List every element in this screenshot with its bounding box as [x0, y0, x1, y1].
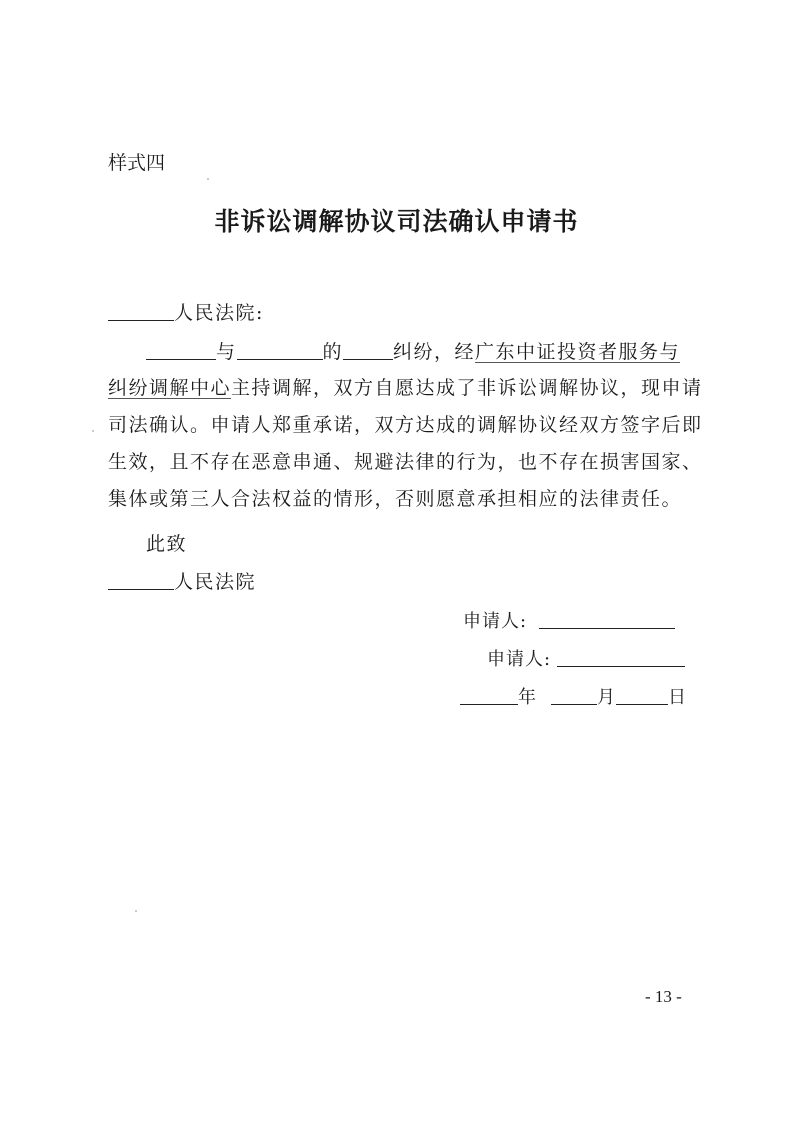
- para-dispute: 纠纷，经: [393, 341, 476, 363]
- month-blank[interactable]: [551, 686, 597, 705]
- addressee-suffix: 人民法院:: [174, 302, 264, 324]
- party-a-blank[interactable]: [146, 341, 216, 360]
- mediation-center-name-a: 广东中证投资者服务与: [475, 341, 681, 363]
- day-label: 日: [668, 687, 687, 708]
- paragraph-line-4: 生效，且不存在恶意串通、规避法律的行为，也不存在损害国家、: [108, 451, 703, 473]
- addressee-line: [108, 298, 264, 325]
- year-label: 年: [518, 687, 537, 708]
- applicant-1-label: 申请人:: [463, 611, 528, 632]
- court-name-blank[interactable]: [108, 302, 174, 321]
- applicant-1-line: [463, 607, 675, 633]
- day-blank[interactable]: [616, 686, 668, 705]
- page-number: - 13 -: [645, 987, 682, 1006]
- month-label: 月: [597, 687, 616, 708]
- paragraph-line-1: [146, 337, 680, 364]
- para-of: 的: [322, 341, 344, 363]
- paragraph-line-3: 司法确认。申请人郑重承诺，双方达成的调解协议经双方签字后即: [108, 414, 703, 436]
- party-b-blank[interactable]: [237, 341, 323, 360]
- court-suffix: 人民法院: [174, 571, 257, 593]
- court-line: [108, 567, 256, 594]
- paragraph-line-2: [108, 373, 703, 400]
- paragraph-line-5: 集体或第三人合法权益的情形，否则愿意承担相应的法律责任。: [108, 488, 683, 510]
- court-name-blank-2[interactable]: [108, 571, 174, 590]
- scan-speck: [207, 178, 209, 180]
- para-and: 与: [216, 341, 237, 363]
- mediation-center-name-b: 纠纷调解中心: [108, 377, 232, 399]
- applicant-2-label: 申请人:: [487, 649, 552, 670]
- applicant-2-line: [487, 645, 685, 671]
- date-line: [460, 683, 687, 709]
- para-line2-rest: 主持调解，双方自愿达成了非诉讼调解协议，现申请: [231, 377, 703, 399]
- scan-speck: [135, 910, 137, 912]
- closing-salutation: 此致: [146, 533, 188, 555]
- applicant-1-signature-blank[interactable]: [539, 610, 675, 629]
- scan-speck: [92, 430, 94, 432]
- applicant-2-signature-blank[interactable]: [557, 648, 685, 667]
- document-title: 非诉讼调解协议司法确认申请书: [214, 207, 579, 236]
- year-blank[interactable]: [460, 686, 518, 705]
- dispute-type-blank[interactable]: [343, 341, 393, 360]
- style-label: 样式四: [108, 152, 166, 174]
